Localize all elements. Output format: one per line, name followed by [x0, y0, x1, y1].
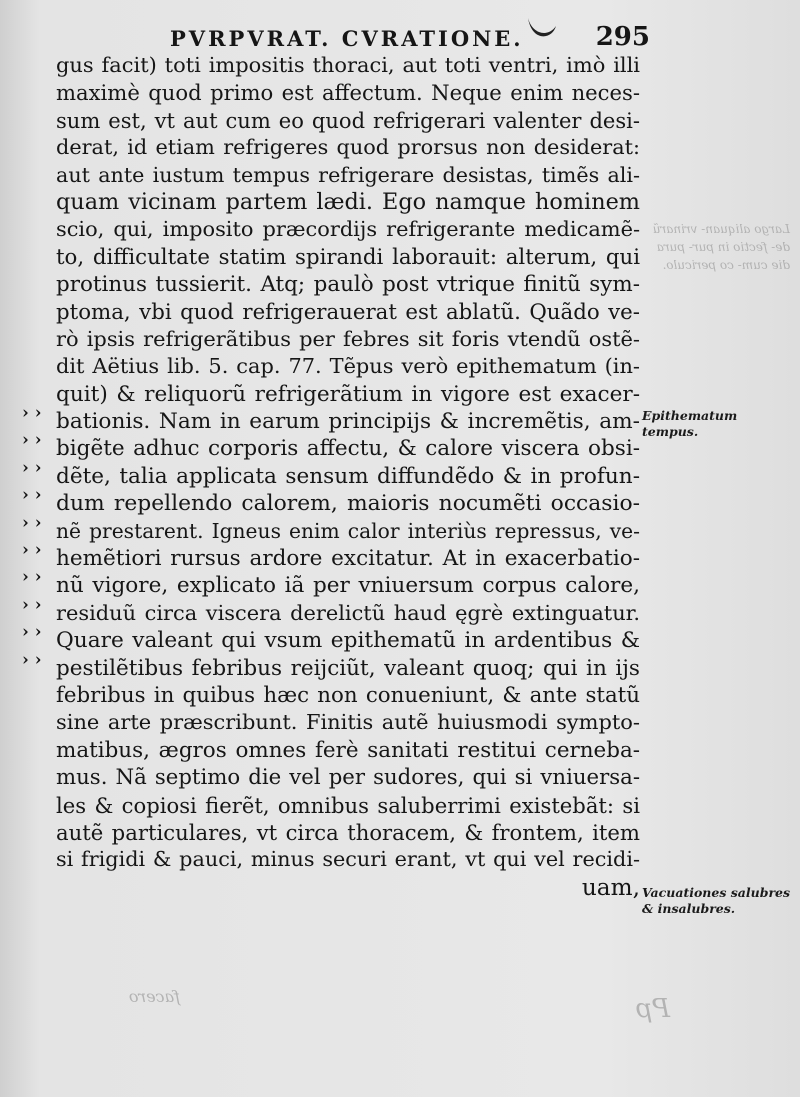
text-line: sum est, vt aut cum eo quod refrigerari valenter desi- [56, 107, 640, 133]
page-header [170, 18, 650, 54]
text-line: sine arte præscribunt. Finitis autẽ huiusmodi sympto- [56, 710, 640, 735]
text-line: les & copiosi fierẽt, omnibus saluberrimi existebãt: si [56, 792, 640, 818]
quote-marker: › › [22, 430, 42, 451]
body-text [56, 52, 640, 901]
page-number: 295 [595, 22, 650, 52]
text-line: residuũ circa viscera derelictũ haud ęgrè extinguatur. [56, 600, 640, 625]
text-line: nẽ prestarent. Igneus enim calor interiùs repressus, ve- [56, 518, 640, 543]
margin-note: Vacuationes salubres & insalubres. [642, 885, 791, 916]
ornament-decoration [518, 18, 562, 42]
catchword: uam, [581, 873, 640, 901]
text-line: maximè quod primo est affectum. Neque enim neces- [56, 80, 640, 106]
margin-note: Epithematum tempus. [642, 408, 738, 439]
text-line: dẽte, talia applicata sensum diffundẽdo & in profun- [56, 463, 640, 489]
quote-marker: › › [22, 403, 42, 423]
quote-marker: › › [22, 594, 42, 615]
bleed-through-text: Largo aliquan- vrinarũ de- fectio in pur- pura die cum- co periculo. [652, 222, 790, 272]
quote-marker: › › [22, 567, 42, 588]
quote-marker: › › [22, 539, 42, 560]
quote-marker: › › [22, 512, 42, 533]
text-line: autẽ particulares, vt circa thoracem, & frontem, item [56, 819, 640, 845]
quote-marker: › › [22, 622, 42, 643]
text-line: gus facit) toti impositis thoraci, aut toti ventri, imò illi [56, 53, 640, 77]
text-line: pestilẽtibus febribus reijciũt, valeant quoq; qui in ijs [56, 655, 640, 681]
text-line: hemẽtiori rursus ardore excitatur. At in exacerbatio- [56, 546, 640, 572]
running-head: PVRPVRAT. CVRATIONE. [170, 26, 524, 51]
text-line: aut ante iustum tempus refrigerare desistas, timẽs ali- [56, 162, 640, 187]
text-line: nũ vigore, explicato iã per vniuersum corpus calore, [56, 573, 640, 599]
quote-marker: › › [22, 457, 42, 478]
text-line: bationis. Nam in earum principijs & incremẽtis, am- [56, 409, 640, 435]
text-line: matibus, ægros omnes ferè sanitati restitui cerneba- [56, 737, 640, 763]
text-line: dit Aëtius lib. 5. cap. 77. Tẽpus verò epithematum (in- [56, 354, 640, 379]
bleed-through-text: Pp [635, 994, 670, 1024]
text-line: Quare valeant qui vsum epithematũ in ardentibus & [56, 628, 640, 654]
text-line: scio, qui, imposito præcordijs refrigerante medicamẽ- [56, 217, 640, 242]
text-line: mus. Nã septimo die vel per sudores, qui si vniuersa- [56, 765, 640, 791]
text-line: rò ipsis refrigerãtibus per febres sit foris vtendũ ostẽ- [56, 326, 640, 351]
bleed-through-text: facero [128, 987, 180, 1006]
quote-marker: › › [22, 649, 42, 670]
text-line: to, difficultate statim spirandi laborauit: alterum, qui [56, 244, 640, 270]
quote-marker: › › [22, 485, 42, 506]
text-line: si frigidi & pauci, minus securi erant, vt qui vel recidi- [56, 847, 640, 872]
text-line: quam vicinam partem lædi. Ego namque hominem [56, 188, 640, 215]
quotation-markers [22, 400, 58, 674]
text-line: febribus in quibus hæc non conueniunt, & ante statũ [56, 682, 640, 708]
text-line: dum repellendo calorem, maioris nocumẽti occasio- [56, 491, 640, 517]
text-line: quit) & reliquorũ refrigerãtium in vigore est exacer- [56, 381, 640, 407]
text-line: protinus tussierit. Atq; paulò post vtrique finitũ sym- [56, 272, 640, 298]
text-line: bigẽte adhuc corporis affectu, & calore viscera obsi- [56, 436, 640, 462]
text-line: ptoma, vbi quod refrigerauerat est ablatũ. Quãdo ve- [56, 299, 640, 325]
text-line: derat, id etiam refrigeres quod prorsus non desiderat: [56, 135, 640, 160]
